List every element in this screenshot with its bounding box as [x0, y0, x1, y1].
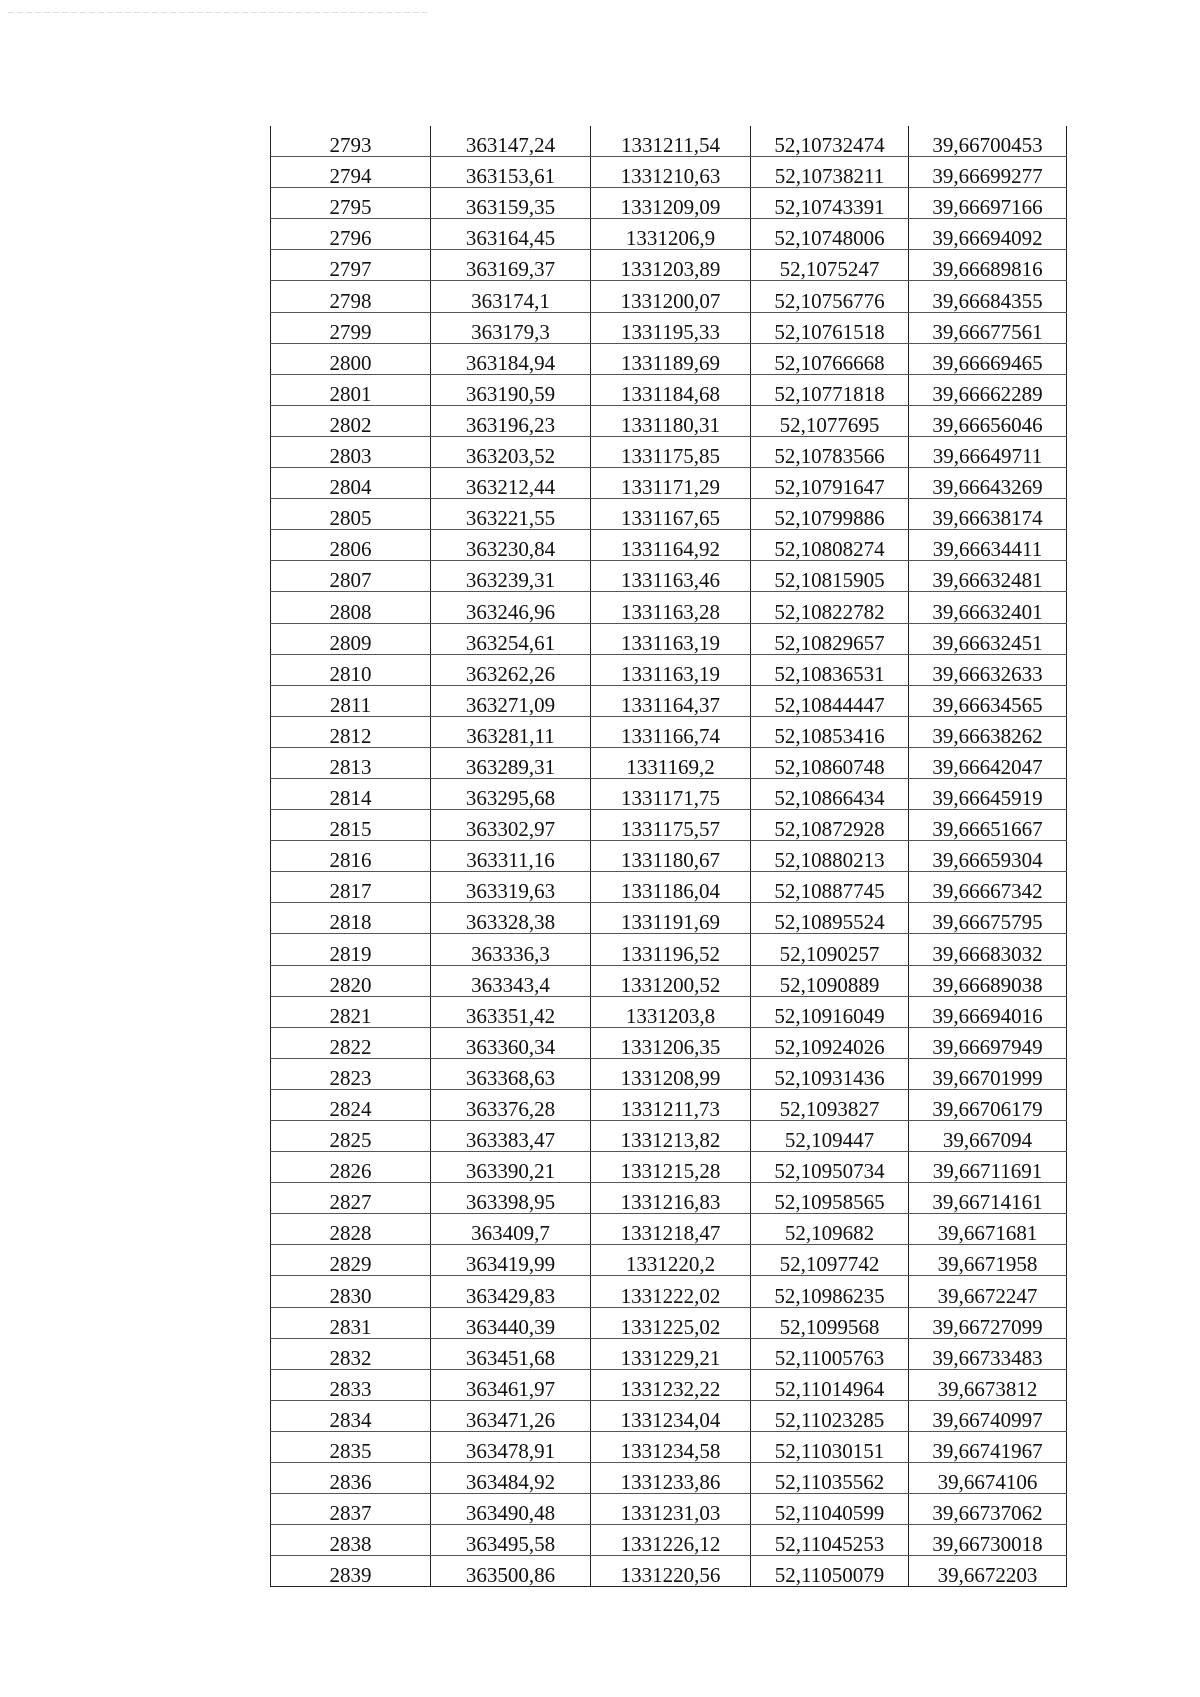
y-coordinate-cell: 1331225,02	[591, 1307, 751, 1338]
point-number-cell: 2801	[271, 374, 431, 405]
y-coordinate-cell: 1331189,69	[591, 343, 751, 374]
latitude-cell: 52,10958565	[751, 1183, 909, 1214]
longitude-cell: 39,66733483	[909, 1338, 1067, 1369]
point-number-cell: 2798	[271, 281, 431, 312]
x-coordinate-cell: 363319,63	[431, 872, 591, 903]
longitude-cell: 39,667094	[909, 1121, 1067, 1152]
longitude-cell: 39,66706179	[909, 1089, 1067, 1120]
latitude-cell: 52,10748006	[751, 219, 909, 250]
point-number-cell: 2818	[271, 903, 431, 934]
latitude-cell: 52,11045253	[751, 1525, 909, 1556]
point-number-cell: 2829	[271, 1245, 431, 1276]
longitude-cell: 39,66669465	[909, 343, 1067, 374]
y-coordinate-cell: 1331203,89	[591, 250, 751, 281]
x-coordinate-cell: 363440,39	[431, 1307, 591, 1338]
y-coordinate-cell: 1331209,09	[591, 188, 751, 219]
latitude-cell: 52,11050079	[751, 1556, 909, 1587]
longitude-cell: 39,66694016	[909, 996, 1067, 1027]
y-coordinate-cell: 1331203,8	[591, 996, 751, 1027]
point-number-cell: 2825	[271, 1121, 431, 1152]
x-coordinate-cell: 363147,24	[431, 126, 591, 157]
table-body	[271, 126, 1067, 1587]
longitude-cell: 39,6674106	[909, 1463, 1067, 1494]
y-coordinate-cell: 1331186,04	[591, 872, 751, 903]
point-number-cell: 2806	[271, 530, 431, 561]
x-coordinate-cell: 363409,7	[431, 1214, 591, 1245]
latitude-cell: 52,109447	[751, 1121, 909, 1152]
longitude-cell: 39,66649711	[909, 436, 1067, 467]
longitude-cell: 39,66699277	[909, 157, 1067, 188]
point-number-cell: 2793	[271, 126, 431, 157]
x-coordinate-cell: 363490,48	[431, 1494, 591, 1525]
latitude-cell: 52,10738211	[751, 157, 909, 188]
longitude-cell: 39,66727099	[909, 1307, 1067, 1338]
table-row	[271, 1058, 1067, 1089]
y-coordinate-cell: 1331222,02	[591, 1276, 751, 1307]
point-number-cell: 2835	[271, 1431, 431, 1462]
table-row	[271, 1245, 1067, 1276]
latitude-cell: 52,10844447	[751, 685, 909, 716]
point-number-cell: 2813	[271, 747, 431, 778]
point-number-cell: 2816	[271, 841, 431, 872]
y-coordinate-cell: 1331233,86	[591, 1463, 751, 1494]
table-row	[271, 1089, 1067, 1120]
longitude-cell: 39,66697949	[909, 1027, 1067, 1058]
latitude-cell: 52,11040599	[751, 1494, 909, 1525]
point-number-cell: 2803	[271, 436, 431, 467]
x-coordinate-cell: 363164,45	[431, 219, 591, 250]
point-number-cell: 2799	[271, 312, 431, 343]
y-coordinate-cell: 1331234,04	[591, 1400, 751, 1431]
table-row	[271, 623, 1067, 654]
longitude-cell: 39,66689816	[909, 250, 1067, 281]
longitude-cell: 39,66667342	[909, 872, 1067, 903]
longitude-cell: 39,66651667	[909, 810, 1067, 841]
x-coordinate-cell: 363484,92	[431, 1463, 591, 1494]
point-number-cell: 2821	[271, 996, 431, 1027]
table-row	[271, 126, 1067, 157]
y-coordinate-cell: 1331210,63	[591, 157, 751, 188]
table-row	[271, 188, 1067, 219]
y-coordinate-cell: 1331200,07	[591, 281, 751, 312]
latitude-cell: 52,10895524	[751, 903, 909, 934]
latitude-cell: 52,10822782	[751, 592, 909, 623]
x-coordinate-cell: 363419,99	[431, 1245, 591, 1276]
latitude-cell: 52,11030151	[751, 1431, 909, 1462]
table-row	[271, 685, 1067, 716]
point-number-cell: 2804	[271, 468, 431, 499]
latitude-cell: 52,10836531	[751, 654, 909, 685]
latitude-cell: 52,1093827	[751, 1089, 909, 1120]
point-number-cell: 2836	[271, 1463, 431, 1494]
table-row	[271, 810, 1067, 841]
latitude-cell: 52,10853416	[751, 716, 909, 747]
y-coordinate-cell: 1331215,28	[591, 1152, 751, 1183]
x-coordinate-cell: 363429,83	[431, 1276, 591, 1307]
latitude-cell: 52,11023285	[751, 1400, 909, 1431]
latitude-cell: 52,10799886	[751, 499, 909, 530]
longitude-cell: 39,66634565	[909, 685, 1067, 716]
longitude-cell: 39,6672203	[909, 1556, 1067, 1587]
table-row	[271, 592, 1067, 623]
longitude-cell: 39,66643269	[909, 468, 1067, 499]
y-coordinate-cell: 1331211,54	[591, 126, 751, 157]
y-coordinate-cell: 1331234,58	[591, 1431, 751, 1462]
point-number-cell: 2839	[271, 1556, 431, 1587]
latitude-cell: 52,1090257	[751, 934, 909, 965]
latitude-cell: 52,10808274	[751, 530, 909, 561]
y-coordinate-cell: 1331164,37	[591, 685, 751, 716]
latitude-cell: 52,1075247	[751, 250, 909, 281]
latitude-cell: 52,10880213	[751, 841, 909, 872]
longitude-cell: 39,66697166	[909, 188, 1067, 219]
x-coordinate-cell: 363351,42	[431, 996, 591, 1027]
longitude-cell: 39,66683032	[909, 934, 1067, 965]
longitude-cell: 39,66689038	[909, 965, 1067, 996]
x-coordinate-cell: 363262,26	[431, 654, 591, 685]
point-number-cell: 2814	[271, 778, 431, 809]
table-row	[271, 530, 1067, 561]
y-coordinate-cell: 1331175,57	[591, 810, 751, 841]
point-number-cell: 2838	[271, 1525, 431, 1556]
point-number-cell: 2830	[271, 1276, 431, 1307]
latitude-cell: 52,109682	[751, 1214, 909, 1245]
x-coordinate-cell: 363254,61	[431, 623, 591, 654]
table-row	[271, 219, 1067, 250]
y-coordinate-cell: 1331220,2	[591, 1245, 751, 1276]
table-row	[271, 903, 1067, 934]
point-number-cell: 2820	[271, 965, 431, 996]
latitude-cell: 52,10766668	[751, 343, 909, 374]
longitude-cell: 39,66684355	[909, 281, 1067, 312]
longitude-cell: 39,66730018	[909, 1525, 1067, 1556]
y-coordinate-cell: 1331163,19	[591, 654, 751, 685]
y-coordinate-cell: 1331171,75	[591, 778, 751, 809]
latitude-cell: 52,10791647	[751, 468, 909, 499]
point-number-cell: 2834	[271, 1400, 431, 1431]
x-coordinate-cell: 363289,31	[431, 747, 591, 778]
table-row	[271, 468, 1067, 499]
y-coordinate-cell: 1331195,33	[591, 312, 751, 343]
point-number-cell: 2826	[271, 1152, 431, 1183]
point-number-cell: 2824	[271, 1089, 431, 1120]
y-coordinate-cell: 1331213,82	[591, 1121, 751, 1152]
x-coordinate-cell: 363221,55	[431, 499, 591, 530]
point-number-cell: 2827	[271, 1183, 431, 1214]
table-row	[271, 1400, 1067, 1431]
x-coordinate-cell: 363295,68	[431, 778, 591, 809]
table-row	[271, 872, 1067, 903]
y-coordinate-cell: 1331171,29	[591, 468, 751, 499]
point-number-cell: 2809	[271, 623, 431, 654]
table-row	[271, 996, 1067, 1027]
point-number-cell: 2811	[271, 685, 431, 716]
point-number-cell: 2812	[271, 716, 431, 747]
y-coordinate-cell: 1331191,69	[591, 903, 751, 934]
longitude-cell: 39,66714161	[909, 1183, 1067, 1214]
longitude-cell: 39,66740997	[909, 1400, 1067, 1431]
longitude-cell: 39,66700453	[909, 126, 1067, 157]
point-number-cell: 2808	[271, 592, 431, 623]
y-coordinate-cell: 1331196,52	[591, 934, 751, 965]
table-row	[271, 934, 1067, 965]
x-coordinate-cell: 363398,95	[431, 1183, 591, 1214]
table-row	[271, 1121, 1067, 1152]
latitude-cell: 52,11005763	[751, 1338, 909, 1369]
table-row	[271, 312, 1067, 343]
latitude-cell: 52,10783566	[751, 436, 909, 467]
table-row	[271, 716, 1067, 747]
table-row	[271, 1369, 1067, 1400]
longitude-cell: 39,66659304	[909, 841, 1067, 872]
longitude-cell: 39,6671681	[909, 1214, 1067, 1245]
x-coordinate-cell: 363196,23	[431, 405, 591, 436]
x-coordinate-cell: 363376,28	[431, 1089, 591, 1120]
x-coordinate-cell: 363169,37	[431, 250, 591, 281]
longitude-cell: 39,66634411	[909, 530, 1067, 561]
y-coordinate-cell: 1331218,47	[591, 1214, 751, 1245]
latitude-cell: 52,10986235	[751, 1276, 909, 1307]
table-row	[271, 499, 1067, 530]
y-coordinate-cell: 1331166,74	[591, 716, 751, 747]
point-number-cell: 2833	[271, 1369, 431, 1400]
x-coordinate-cell: 363281,11	[431, 716, 591, 747]
point-number-cell: 2819	[271, 934, 431, 965]
y-coordinate-cell: 1331175,85	[591, 436, 751, 467]
table-row	[271, 405, 1067, 436]
table-row	[271, 1276, 1067, 1307]
table-row	[271, 747, 1067, 778]
longitude-cell: 39,66741967	[909, 1431, 1067, 1462]
table-row	[271, 343, 1067, 374]
latitude-cell: 52,10743391	[751, 188, 909, 219]
x-coordinate-cell: 363461,97	[431, 1369, 591, 1400]
table-row	[271, 374, 1067, 405]
point-number-cell: 2795	[271, 188, 431, 219]
y-coordinate-cell: 1331208,99	[591, 1058, 751, 1089]
point-number-cell: 2828	[271, 1214, 431, 1245]
longitude-cell: 39,6672247	[909, 1276, 1067, 1307]
table-row	[271, 1027, 1067, 1058]
latitude-cell: 52,10761518	[751, 312, 909, 343]
latitude-cell: 52,10866434	[751, 778, 909, 809]
y-coordinate-cell: 1331220,56	[591, 1556, 751, 1587]
latitude-cell: 52,10924026	[751, 1027, 909, 1058]
x-coordinate-cell: 363159,35	[431, 188, 591, 219]
table-row	[271, 778, 1067, 809]
y-coordinate-cell: 1331206,9	[591, 219, 751, 250]
table-row	[271, 561, 1067, 592]
latitude-cell: 52,10756776	[751, 281, 909, 312]
y-coordinate-cell: 1331169,2	[591, 747, 751, 778]
x-coordinate-cell: 363328,38	[431, 903, 591, 934]
latitude-cell: 52,10887745	[751, 872, 909, 903]
latitude-cell: 52,11014964	[751, 1369, 909, 1400]
table-row	[271, 1556, 1067, 1587]
y-coordinate-cell: 1331206,35	[591, 1027, 751, 1058]
coordinates-table	[270, 126, 1067, 1587]
table-row	[271, 1183, 1067, 1214]
table-row	[271, 1525, 1067, 1556]
x-coordinate-cell: 363383,47	[431, 1121, 591, 1152]
longitude-cell: 39,66642047	[909, 747, 1067, 778]
table-row	[271, 281, 1067, 312]
x-coordinate-cell: 363212,44	[431, 468, 591, 499]
x-coordinate-cell: 363478,91	[431, 1431, 591, 1462]
point-number-cell: 2810	[271, 654, 431, 685]
longitude-cell: 39,66677561	[909, 312, 1067, 343]
table-row	[271, 1338, 1067, 1369]
table-row	[271, 1307, 1067, 1338]
x-coordinate-cell: 363336,3	[431, 934, 591, 965]
y-coordinate-cell: 1331164,92	[591, 530, 751, 561]
y-coordinate-cell: 1331211,73	[591, 1089, 751, 1120]
x-coordinate-cell: 363360,34	[431, 1027, 591, 1058]
point-number-cell: 2832	[271, 1338, 431, 1369]
point-number-cell: 2797	[271, 250, 431, 281]
latitude-cell: 52,1090889	[751, 965, 909, 996]
y-coordinate-cell: 1331184,68	[591, 374, 751, 405]
latitude-cell: 52,10815905	[751, 561, 909, 592]
table-row	[271, 841, 1067, 872]
point-number-cell: 2802	[271, 405, 431, 436]
y-coordinate-cell: 1331180,31	[591, 405, 751, 436]
y-coordinate-cell: 1331226,12	[591, 1525, 751, 1556]
point-number-cell: 2837	[271, 1494, 431, 1525]
x-coordinate-cell: 363311,16	[431, 841, 591, 872]
point-number-cell: 2831	[271, 1307, 431, 1338]
x-coordinate-cell: 363230,84	[431, 530, 591, 561]
x-coordinate-cell: 363246,96	[431, 592, 591, 623]
y-coordinate-cell: 1331163,28	[591, 592, 751, 623]
table-row	[271, 1214, 1067, 1245]
point-number-cell: 2794	[271, 157, 431, 188]
table-row	[271, 250, 1067, 281]
x-coordinate-cell: 363174,1	[431, 281, 591, 312]
x-coordinate-cell: 363368,63	[431, 1058, 591, 1089]
longitude-cell: 39,6673812	[909, 1369, 1067, 1400]
latitude-cell: 52,10950734	[751, 1152, 909, 1183]
y-coordinate-cell: 1331163,46	[591, 561, 751, 592]
table-row	[271, 1152, 1067, 1183]
table-row	[271, 965, 1067, 996]
table-row	[271, 157, 1067, 188]
point-number-cell: 2823	[271, 1058, 431, 1089]
x-coordinate-cell: 363343,4	[431, 965, 591, 996]
point-number-cell: 2822	[271, 1027, 431, 1058]
latitude-cell: 52,1099568	[751, 1307, 909, 1338]
x-coordinate-cell: 363153,61	[431, 157, 591, 188]
longitude-cell: 39,66662289	[909, 374, 1067, 405]
latitude-cell: 52,10860748	[751, 747, 909, 778]
x-coordinate-cell: 363203,52	[431, 436, 591, 467]
longitude-cell: 39,6671958	[909, 1245, 1067, 1276]
x-coordinate-cell: 363239,31	[431, 561, 591, 592]
x-coordinate-cell: 363495,58	[431, 1525, 591, 1556]
table-row	[271, 1494, 1067, 1525]
x-coordinate-cell: 363179,3	[431, 312, 591, 343]
y-coordinate-cell: 1331167,65	[591, 499, 751, 530]
longitude-cell: 39,66694092	[909, 219, 1067, 250]
y-coordinate-cell: 1331232,22	[591, 1369, 751, 1400]
latitude-cell: 52,10916049	[751, 996, 909, 1027]
latitude-cell: 52,10829657	[751, 623, 909, 654]
x-coordinate-cell: 363184,94	[431, 343, 591, 374]
point-number-cell: 2817	[271, 872, 431, 903]
x-coordinate-cell: 363302,97	[431, 810, 591, 841]
point-number-cell: 2800	[271, 343, 431, 374]
point-number-cell: 2805	[271, 499, 431, 530]
latitude-cell: 52,10771818	[751, 374, 909, 405]
longitude-cell: 39,66645919	[909, 778, 1067, 809]
y-coordinate-cell: 1331163,19	[591, 623, 751, 654]
y-coordinate-cell: 1331216,83	[591, 1183, 751, 1214]
longitude-cell: 39,66632451	[909, 623, 1067, 654]
table-row	[271, 1463, 1067, 1494]
latitude-cell: 52,10931436	[751, 1058, 909, 1089]
longitude-cell: 39,66632401	[909, 592, 1067, 623]
table-row	[271, 436, 1067, 467]
point-number-cell: 2807	[271, 561, 431, 592]
point-number-cell: 2815	[271, 810, 431, 841]
longitude-cell: 39,66701999	[909, 1058, 1067, 1089]
point-number-cell: 2796	[271, 219, 431, 250]
x-coordinate-cell: 363190,59	[431, 374, 591, 405]
y-coordinate-cell: 1331200,52	[591, 965, 751, 996]
coordinates-table-container	[270, 126, 1066, 1587]
x-coordinate-cell: 363471,26	[431, 1400, 591, 1431]
x-coordinate-cell: 363451,68	[431, 1338, 591, 1369]
x-coordinate-cell: 363390,21	[431, 1152, 591, 1183]
longitude-cell: 39,66632633	[909, 654, 1067, 685]
latitude-cell: 52,1097742	[751, 1245, 909, 1276]
longitude-cell: 39,66638174	[909, 499, 1067, 530]
longitude-cell: 39,66632481	[909, 561, 1067, 592]
longitude-cell: 39,66737062	[909, 1494, 1067, 1525]
latitude-cell: 52,10732474	[751, 126, 909, 157]
longitude-cell: 39,66675795	[909, 903, 1067, 934]
scan-artifact	[8, 12, 428, 13]
longitude-cell: 39,66656046	[909, 405, 1067, 436]
y-coordinate-cell: 1331229,21	[591, 1338, 751, 1369]
longitude-cell: 39,66711691	[909, 1152, 1067, 1183]
longitude-cell: 39,66638262	[909, 716, 1067, 747]
latitude-cell: 52,10872928	[751, 810, 909, 841]
latitude-cell: 52,11035562	[751, 1463, 909, 1494]
table-row	[271, 654, 1067, 685]
x-coordinate-cell: 363271,09	[431, 685, 591, 716]
table-row	[271, 1431, 1067, 1462]
y-coordinate-cell: 1331180,67	[591, 841, 751, 872]
x-coordinate-cell: 363500,86	[431, 1556, 591, 1587]
latitude-cell: 52,1077695	[751, 405, 909, 436]
y-coordinate-cell: 1331231,03	[591, 1494, 751, 1525]
